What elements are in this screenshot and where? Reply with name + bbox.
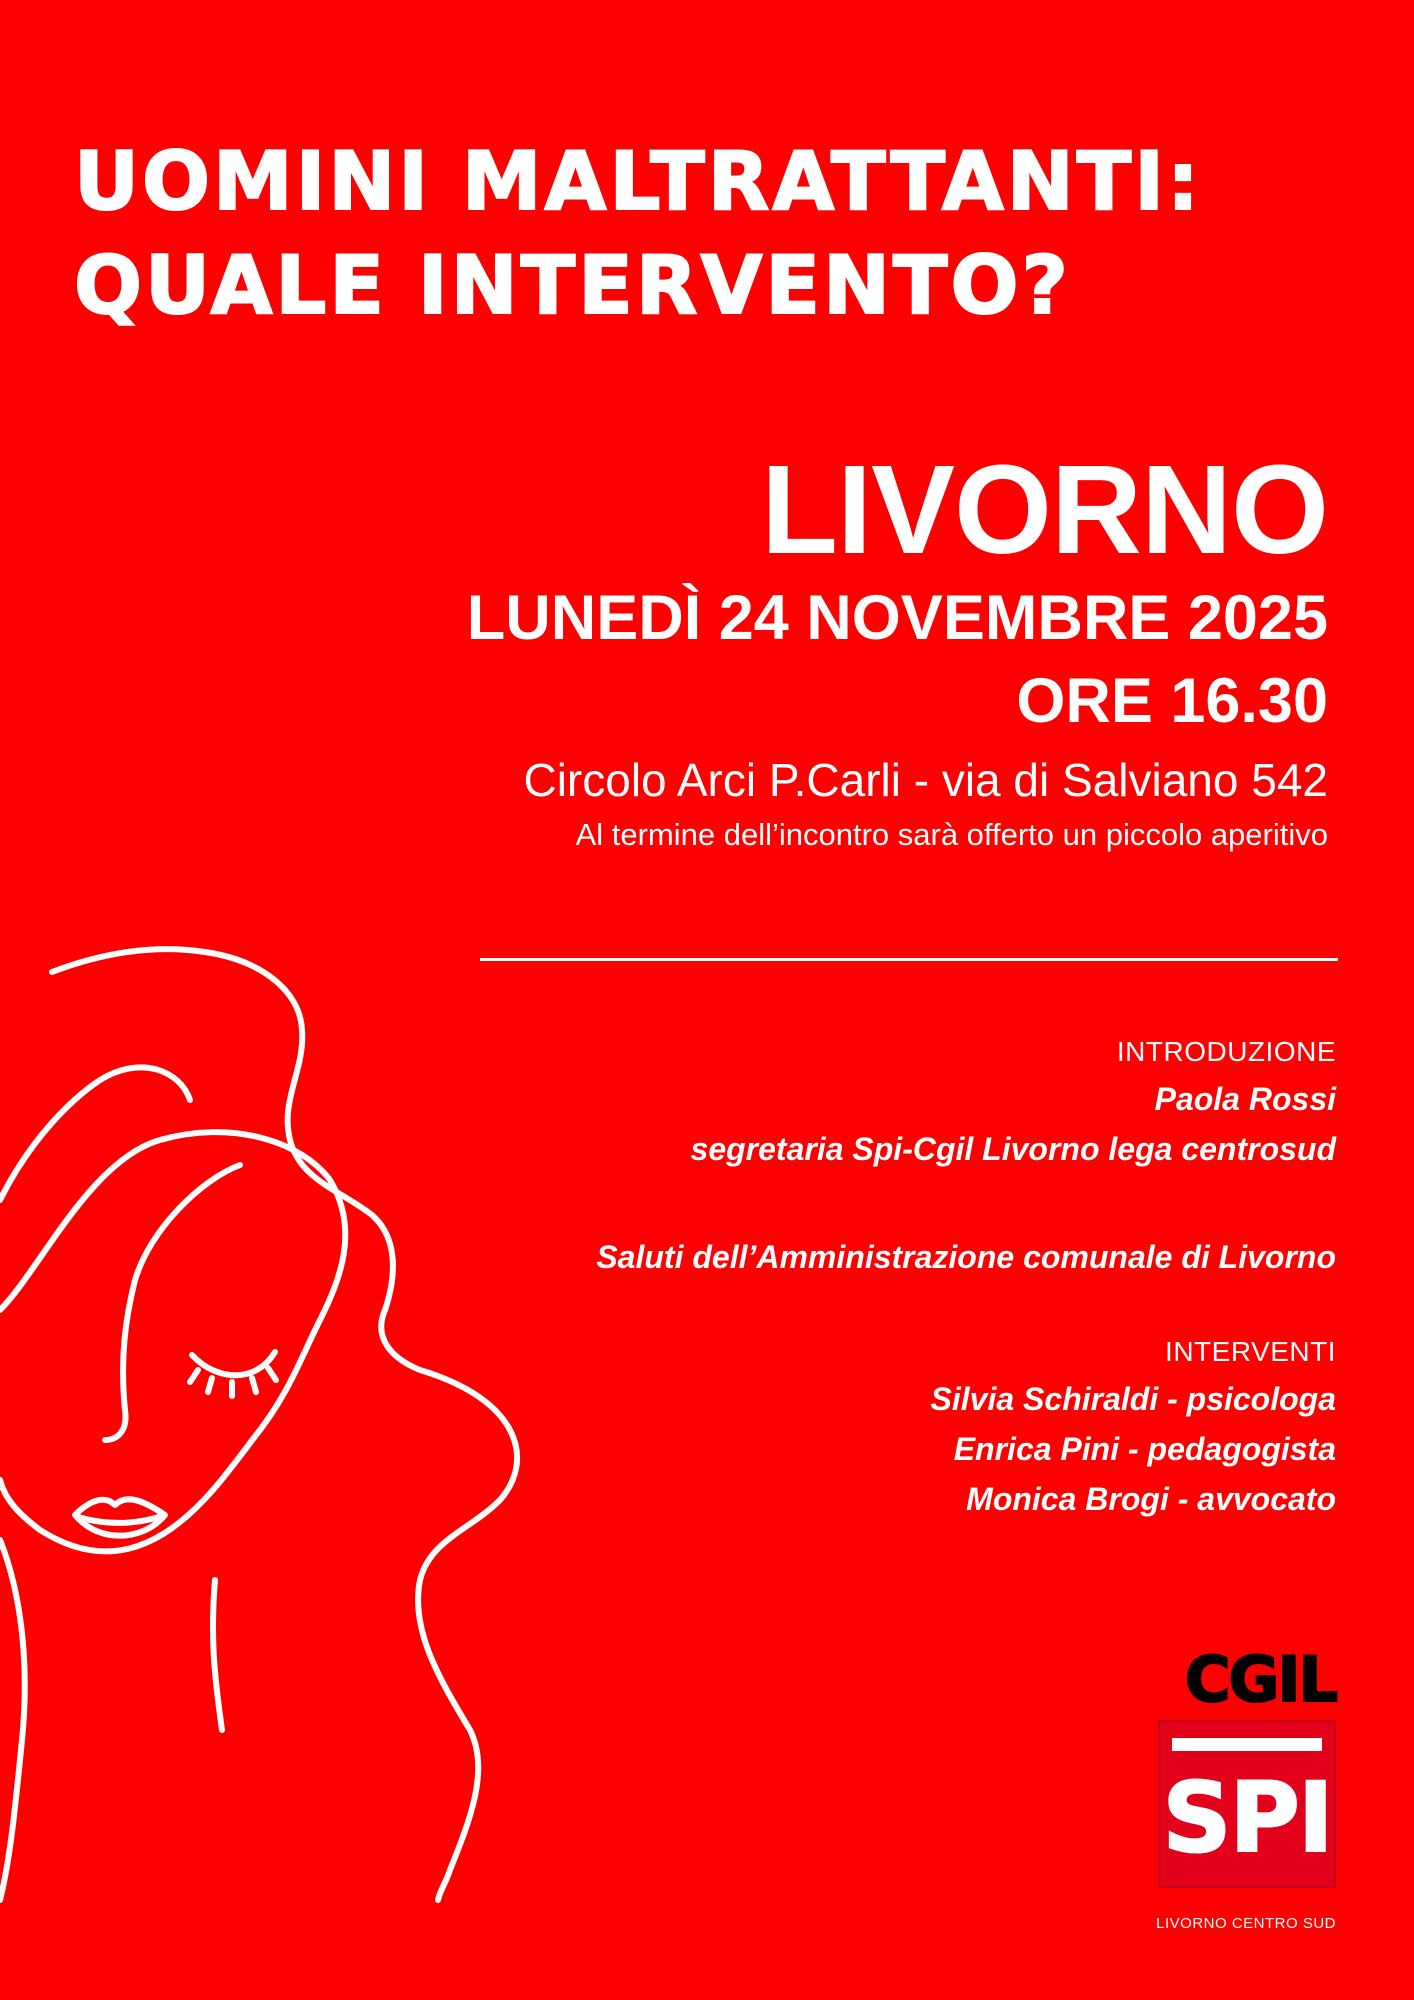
- talk-item: Monica Brogi - avvocato: [966, 1481, 1336, 1517]
- headline-line-2: QUALE INTERVENTO?: [74, 239, 1071, 332]
- event-note: Al termine dell’incontro sarà offerto un piccolo aperitivo: [575, 817, 1328, 852]
- intro-label: INTRODUZIONE: [1116, 1036, 1336, 1067]
- poster-headline: [74, 130, 1202, 338]
- cgil-logo-text: CGIL: [1185, 1643, 1336, 1716]
- event-info: [328, 440, 1328, 858]
- cgil-logo: [1156, 1643, 1336, 1716]
- event-venue: Circolo Arci P.Carli - via di Salviano 542: [523, 754, 1328, 806]
- event-city: LIVORNO: [760, 439, 1328, 580]
- divider-line: [480, 958, 1338, 961]
- talks-label: INTERVENTI: [1165, 1336, 1336, 1367]
- spi-logo-bar: [1172, 1738, 1322, 1751]
- spi-logo: [1158, 1720, 1336, 1888]
- spi-logo-text: SPI: [1162, 1762, 1332, 1874]
- woman-face-line-art: [0, 940, 560, 1940]
- headline-line-1: UOMINI MALTRATTANTI:: [74, 135, 1203, 228]
- intro-speaker: Paola Rossi: [1154, 1081, 1336, 1117]
- greetings: Saluti dell’Amministrazione comunale di Livorno: [596, 1239, 1336, 1275]
- talk-item: Silvia Schiraldi - psicologa: [930, 1381, 1336, 1417]
- event-time: ORE 16.30: [1016, 666, 1328, 736]
- logo-caption: LIVORNO CENTRO SUD: [1156, 1915, 1336, 1932]
- talk-item: Enrica Pini - pedagogista: [953, 1431, 1336, 1467]
- event-date: LUNEDÌ 24 NOVEMBRE 2025: [466, 583, 1328, 653]
- intro-role: segretaria Spi-Cgil Livorno lega centrosud: [690, 1131, 1336, 1167]
